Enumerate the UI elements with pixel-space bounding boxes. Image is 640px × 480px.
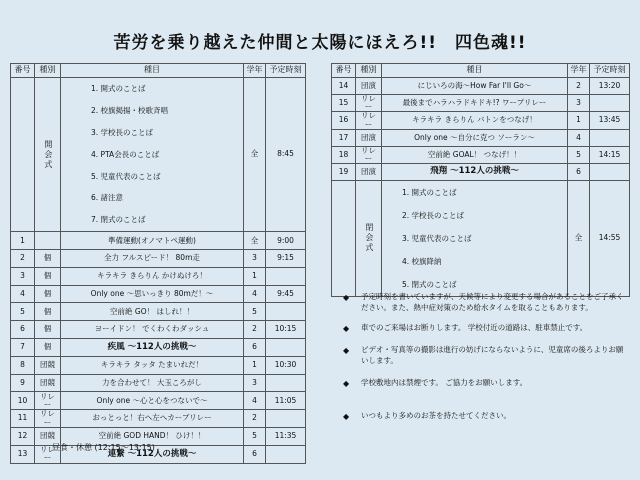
note-item bbox=[343, 411, 628, 422]
event-grade: 5 bbox=[568, 146, 590, 164]
event-grade: 全 bbox=[244, 232, 266, 250]
event-num: 8 bbox=[11, 356, 35, 374]
event-name: キラキラ きらりん バトンをつなげ！ bbox=[382, 112, 568, 130]
event-name: 連繋 ～112人の挑戦～ bbox=[61, 445, 244, 463]
event-time bbox=[266, 267, 306, 285]
event-time: 11:05 bbox=[266, 392, 306, 410]
note-text: いつもより多めのお茶を持たせてください。 bbox=[361, 411, 511, 421]
event-num: 4 bbox=[11, 285, 35, 303]
event-name: 疾風 ～112人の挑戦～ bbox=[61, 339, 244, 357]
event-name: 最後までハラハラドキドキ!? ワープリレー bbox=[382, 94, 568, 112]
header-time: 予定時刻 bbox=[590, 64, 630, 78]
note-item bbox=[343, 378, 628, 389]
event-type: リレー bbox=[356, 146, 382, 164]
event-time bbox=[266, 374, 306, 392]
event-time: 13:45 bbox=[590, 112, 630, 130]
event-grade: 6 bbox=[244, 339, 266, 357]
event-time: 9:15 bbox=[266, 250, 306, 268]
event-num: 13 bbox=[11, 445, 35, 463]
event-type: 団競 bbox=[35, 356, 61, 374]
opening-ceremony-row bbox=[11, 78, 306, 232]
closing-item: 3. 児童代表のことば bbox=[402, 233, 472, 243]
event-name: ヨーイドン！ でくわくわダッシュ bbox=[61, 321, 244, 339]
table-row bbox=[11, 267, 306, 285]
table-row bbox=[11, 303, 306, 321]
event-grade: 1 bbox=[568, 112, 590, 130]
header-num: 番号 bbox=[332, 64, 356, 78]
schedule-table-morning bbox=[10, 63, 306, 464]
table-row bbox=[332, 146, 630, 164]
event-num: 2 bbox=[11, 250, 35, 268]
event-type: 団演 bbox=[356, 129, 382, 146]
event-grade: 5 bbox=[244, 428, 266, 446]
bullet-icon: ◆ bbox=[343, 346, 350, 356]
event-num: 15 bbox=[332, 94, 356, 112]
opening-item: 1. 開式のことば bbox=[91, 84, 146, 93]
header-type: 種別 bbox=[35, 64, 61, 78]
note-text: 学校敷地内は禁煙です。 ご協力をお願いします。 bbox=[361, 378, 528, 388]
opening-item: 5. 児童代表のことば bbox=[91, 171, 161, 181]
event-time bbox=[266, 445, 306, 463]
bullet-icon: ◆ bbox=[343, 293, 350, 302]
header-event: 種目 bbox=[61, 64, 244, 78]
event-name: 全力 フルスピード！ 80m走 bbox=[61, 250, 244, 268]
table-row bbox=[332, 78, 630, 95]
event-time bbox=[590, 94, 630, 112]
table-row bbox=[11, 356, 306, 374]
event-grade: 4 bbox=[244, 285, 266, 303]
event-num: 19 bbox=[332, 164, 356, 181]
event-type: リレー bbox=[356, 94, 382, 112]
closing-grade: 全 bbox=[568, 180, 590, 296]
event-name: Only one ～心と心をつないで～ bbox=[61, 392, 244, 410]
event-type: 個 bbox=[35, 303, 61, 321]
event-time: 9:45 bbox=[266, 285, 306, 303]
event-time: 14:15 bbox=[590, 146, 630, 164]
event-num: 9 bbox=[11, 374, 35, 392]
opening-time: 8:45 bbox=[266, 78, 306, 232]
event-num: 7 bbox=[11, 339, 35, 357]
note-text: ビデオ・写真等の撮影は進行の妨げにならないように、児童席の後ろよりお願いします。 bbox=[361, 345, 624, 365]
event-time: 10:15 bbox=[266, 321, 306, 339]
event-grade: 4 bbox=[568, 129, 590, 146]
table-row bbox=[332, 129, 630, 146]
table-row bbox=[11, 250, 306, 268]
table-row bbox=[332, 94, 630, 112]
closing-num bbox=[332, 180, 356, 296]
event-name: キラキラ タッタ たまいれだ！ bbox=[61, 356, 244, 374]
note-text: 予定時刻を書いていますが、天候等により変更する場合があることをご了承ください。また、熱中症対策のため給水タイムを取ることもあります。 bbox=[361, 292, 624, 312]
event-time: 9:00 bbox=[266, 232, 306, 250]
header-grade: 学年 bbox=[244, 64, 266, 78]
table-row bbox=[332, 164, 630, 181]
opening-item: 2. 校旗掲揚・校歌斉唱 bbox=[91, 105, 169, 115]
event-name: Only one ～思いっきり 80mだ！～ bbox=[61, 285, 244, 303]
closing-items bbox=[382, 180, 568, 296]
event-grade: 3 bbox=[244, 250, 266, 268]
event-name: 力を合わせて！ 大玉ころがし bbox=[61, 374, 244, 392]
table-header-row bbox=[332, 64, 630, 78]
bullet-icon: ◆ bbox=[343, 324, 350, 333]
opening-num bbox=[11, 78, 35, 232]
schedule-table-afternoon bbox=[331, 63, 630, 297]
event-num: 11 bbox=[11, 410, 35, 428]
event-type: 個 bbox=[35, 267, 61, 285]
table-header-row bbox=[11, 64, 306, 78]
bullet-icon: ◆ bbox=[343, 379, 350, 389]
table-row bbox=[332, 112, 630, 130]
event-num: 18 bbox=[332, 146, 356, 164]
event-num: 14 bbox=[332, 78, 356, 95]
note-text: 車でのご来場はお断りします。 学校付近の道路は、駐車禁止です。 bbox=[361, 323, 588, 332]
event-num: 6 bbox=[11, 321, 35, 339]
note-item bbox=[343, 292, 628, 313]
table-row bbox=[11, 339, 306, 357]
event-time bbox=[266, 339, 306, 357]
event-grade: 3 bbox=[244, 374, 266, 392]
opening-label-cell bbox=[35, 78, 61, 232]
event-grade: 2 bbox=[244, 410, 266, 428]
event-time: 10:30 bbox=[266, 356, 306, 374]
event-type: 個 bbox=[35, 250, 61, 268]
event-grade: 2 bbox=[244, 321, 266, 339]
header-type: 種別 bbox=[356, 64, 382, 78]
event-num: 1 bbox=[11, 232, 35, 250]
closing-ceremony-row bbox=[332, 180, 630, 296]
opening-item: 4. PTA会長のことば bbox=[91, 149, 160, 159]
table-row bbox=[11, 232, 306, 250]
event-type: リレー bbox=[35, 445, 61, 463]
event-type: リレー bbox=[35, 392, 61, 410]
event-num: 5 bbox=[11, 303, 35, 321]
event-name: 空前絶 GOAL！ つなげ！！ bbox=[382, 146, 568, 164]
closing-label: 閉会式 bbox=[364, 223, 374, 254]
event-name: キラキラ きらりん かけぬけろ！ bbox=[61, 267, 244, 285]
event-name: にじいろの海～How Far I'll Go～ bbox=[382, 78, 568, 95]
event-name: 飛翔 ～112人の挑戦～ bbox=[382, 164, 568, 181]
event-time: 13:20 bbox=[590, 78, 630, 95]
notes-section bbox=[343, 292, 628, 423]
event-grade: 6 bbox=[568, 164, 590, 181]
event-grade: 6 bbox=[244, 445, 266, 463]
event-name: おっとっと！右へ左へカーブリレー bbox=[61, 410, 244, 428]
closing-item: 4. 校旗降納 bbox=[402, 256, 442, 266]
header-grade: 学年 bbox=[568, 64, 590, 78]
event-type bbox=[35, 232, 61, 250]
closing-time: 14:55 bbox=[590, 180, 630, 296]
event-time: 11:35 bbox=[266, 428, 306, 446]
header-num: 番号 bbox=[11, 64, 35, 78]
closing-item: 5. 閉式のことば bbox=[402, 279, 457, 289]
table-row bbox=[11, 374, 306, 392]
page-title: 苦労を乗り越えた仲間と太陽にほえろ!! 四色魂!! bbox=[113, 33, 527, 53]
opening-item: 6. 諸注意 bbox=[91, 193, 124, 203]
event-grade: 4 bbox=[244, 392, 266, 410]
event-name: 空前絶 GOD HAND！ ひけ！！ bbox=[61, 428, 244, 446]
event-grade: 2 bbox=[568, 78, 590, 95]
event-type: 団演 bbox=[356, 78, 382, 95]
event-name: 準備運動(オノマトペ運動) bbox=[61, 232, 244, 250]
event-num: 3 bbox=[11, 267, 35, 285]
opening-grade: 全 bbox=[244, 78, 266, 232]
event-type: 個 bbox=[35, 339, 61, 357]
table-row bbox=[11, 392, 306, 410]
event-type: 団演 bbox=[356, 164, 382, 181]
opening-label: 開会式 bbox=[43, 139, 53, 170]
event-grade: 1 bbox=[244, 267, 266, 285]
event-type: 団競 bbox=[35, 374, 61, 392]
event-num: 16 bbox=[332, 112, 356, 130]
event-type: リレー bbox=[35, 410, 61, 428]
event-type: 団競 bbox=[35, 428, 61, 446]
event-time bbox=[590, 129, 630, 146]
table-row bbox=[11, 285, 306, 303]
table-row bbox=[11, 321, 306, 339]
lunch-break-note: 昼食・休憩 (12:15～13:15) bbox=[52, 443, 155, 452]
event-grade: 1 bbox=[244, 356, 266, 374]
event-name: 空前絶 GO！ はしれ！！ bbox=[61, 303, 244, 321]
header-event: 種目 bbox=[382, 64, 568, 78]
event-num: 10 bbox=[11, 392, 35, 410]
event-type: 個 bbox=[35, 285, 61, 303]
event-time bbox=[266, 410, 306, 428]
opening-items bbox=[61, 78, 244, 232]
opening-item: 3. 学校長のことば bbox=[91, 127, 154, 137]
event-time bbox=[266, 303, 306, 321]
opening-item: 7. 閉式のことば bbox=[91, 215, 146, 225]
closing-item: 1. 開式のことば bbox=[402, 187, 457, 197]
event-grade: 5 bbox=[244, 303, 266, 321]
event-grade: 3 bbox=[568, 94, 590, 112]
bullet-icon: ◆ bbox=[343, 412, 350, 422]
table-row bbox=[11, 410, 306, 428]
closing-label-cell bbox=[356, 180, 382, 296]
event-type: リレー bbox=[356, 112, 382, 130]
event-num: 17 bbox=[332, 129, 356, 146]
event-type: 個 bbox=[35, 321, 61, 339]
header-time: 予定時刻 bbox=[266, 64, 306, 78]
note-item bbox=[343, 345, 628, 366]
closing-item: 2. 学校長のことば bbox=[402, 210, 465, 220]
note-item bbox=[343, 323, 628, 334]
event-num: 12 bbox=[11, 428, 35, 446]
event-name: Only one ～自分に克つ ソーラン～ bbox=[382, 129, 568, 146]
event-time bbox=[590, 164, 630, 181]
